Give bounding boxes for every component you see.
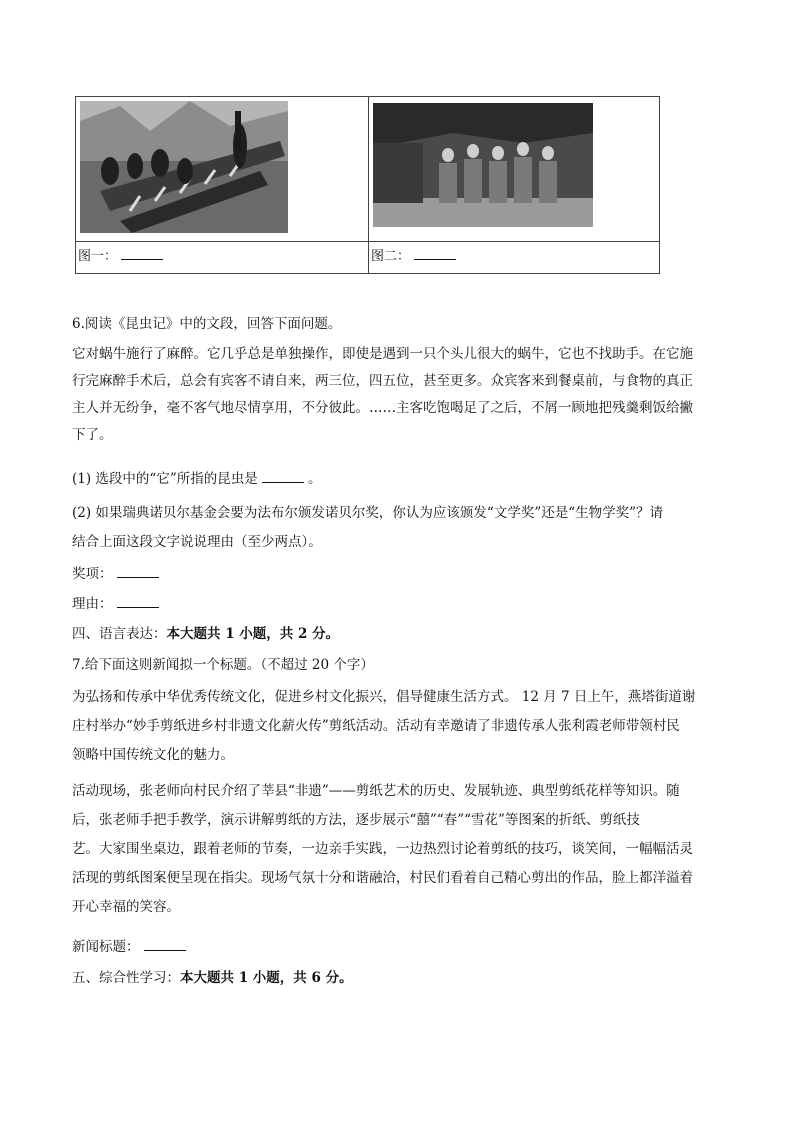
news-line: 活现的剪纸图案便呈现在指尖。现场气氛十分和谐融洽，村民们看着自己精心剪出的作品，脸上都洋溢着 — [72, 870, 693, 886]
figure-1-caption — [78, 247, 163, 266]
section-5-heading: 五、综合性学习：本大题共 1 小题，共 6 分。 — [72, 970, 353, 986]
news-line: 艺。大家围坐桌边，跟着老师的节奏，一边亲手实践，一边热烈讨论着剪纸的技巧，谈笑间，一幅幅活灵 — [72, 841, 693, 857]
figure-2-answer-blank[interactable] — [414, 247, 456, 260]
question-6-sub-2-line: 结合上面这段文字说说理由（至少两点）。 — [72, 534, 322, 550]
headline-line — [72, 937, 186, 957]
table-divider-horizontal — [76, 241, 659, 242]
reason-line — [72, 594, 159, 614]
award-line — [72, 564, 159, 584]
question-7-title: 7.给下面这则新闻拟一个标题。（不超过 20 个字） — [72, 657, 374, 673]
figure-1-label: 图一： — [78, 249, 118, 264]
award-label: 奖项： — [72, 566, 113, 582]
news-line: 庄村举办“妙手剪纸进乡村非遗文化薪火传”剪纸活动。活动有幸邀请了非遗传承人张利霞老师带领村民 — [72, 718, 680, 734]
passage-line: 主人并无纷争，毫不客气地尽情享用，不分彼此。……主客吃饱喝足了之后，不屑一顾地把残羹剩饭给撇 — [72, 400, 693, 416]
passage-line: 行完麻醉手术后，总会有宾客不请自来，两三位，四五位，甚至更多。众宾客来到餐桌前，与食物的真正 — [72, 373, 693, 389]
figure-2-label: 图二： — [371, 249, 411, 264]
table-divider-vertical — [368, 97, 369, 273]
reason-label: 理由： — [72, 596, 113, 612]
news-line: 为弘扬和传承中华优秀传统文化，促进乡村文化振兴，倡导健康生活方式。 12 月 7 日上午，燕塔街道谢 — [72, 689, 696, 705]
section-4-heading: 四、语言表达：本大题共 1 小题，共 2 分。 — [72, 626, 340, 642]
figure-2-image — [373, 103, 593, 227]
headline-answer-blank[interactable] — [144, 938, 186, 951]
news-line: 活动现场，张老师向村民介绍了莘县“非遗”——剪纸艺术的历史、发展轨迹、典型剪纸花样等知识。随 — [72, 783, 680, 799]
figure-table — [75, 96, 660, 274]
figure-1-answer-blank[interactable] — [121, 247, 163, 260]
award-answer-blank[interactable] — [117, 565, 159, 578]
question-6-sub-2-line: (2) 如果瑞典诺贝尔基金会要为法布尔颁发诺贝尔奖，你认为应该颁发“文学奖”还是“生物学奖”？请 — [72, 505, 664, 521]
insect-answer-blank[interactable] — [262, 470, 304, 483]
figure-1-image — [80, 101, 288, 233]
news-line: 后，张老师手把手教学，演示讲解剪纸的方法，逐步展示“囍”“春”“雪花”等图案的折纸、剪纸技 — [72, 812, 640, 828]
reason-answer-blank[interactable] — [117, 595, 159, 608]
headline-label: 新闻标题： — [72, 939, 140, 955]
news-line: 领略中国传统文化的魅力。 — [72, 747, 234, 763]
passage-line: 下了。 — [72, 427, 113, 443]
question-6-title: 6.阅读《昆虫记》中的文段，回答下面问题。 — [72, 316, 342, 332]
passage-line: 它对蜗牛施行了麻醉。它几乎总是单独操作，即使是遇到一只个头儿很大的蜗牛，它也不找助手。在它施 — [72, 346, 693, 362]
figure-2-caption — [371, 247, 456, 266]
question-6-sub-1: (1) 选段中的“它”所指的昆虫是 。 — [72, 471, 322, 487]
news-line: 开心幸福的笑容。 — [72, 899, 180, 915]
